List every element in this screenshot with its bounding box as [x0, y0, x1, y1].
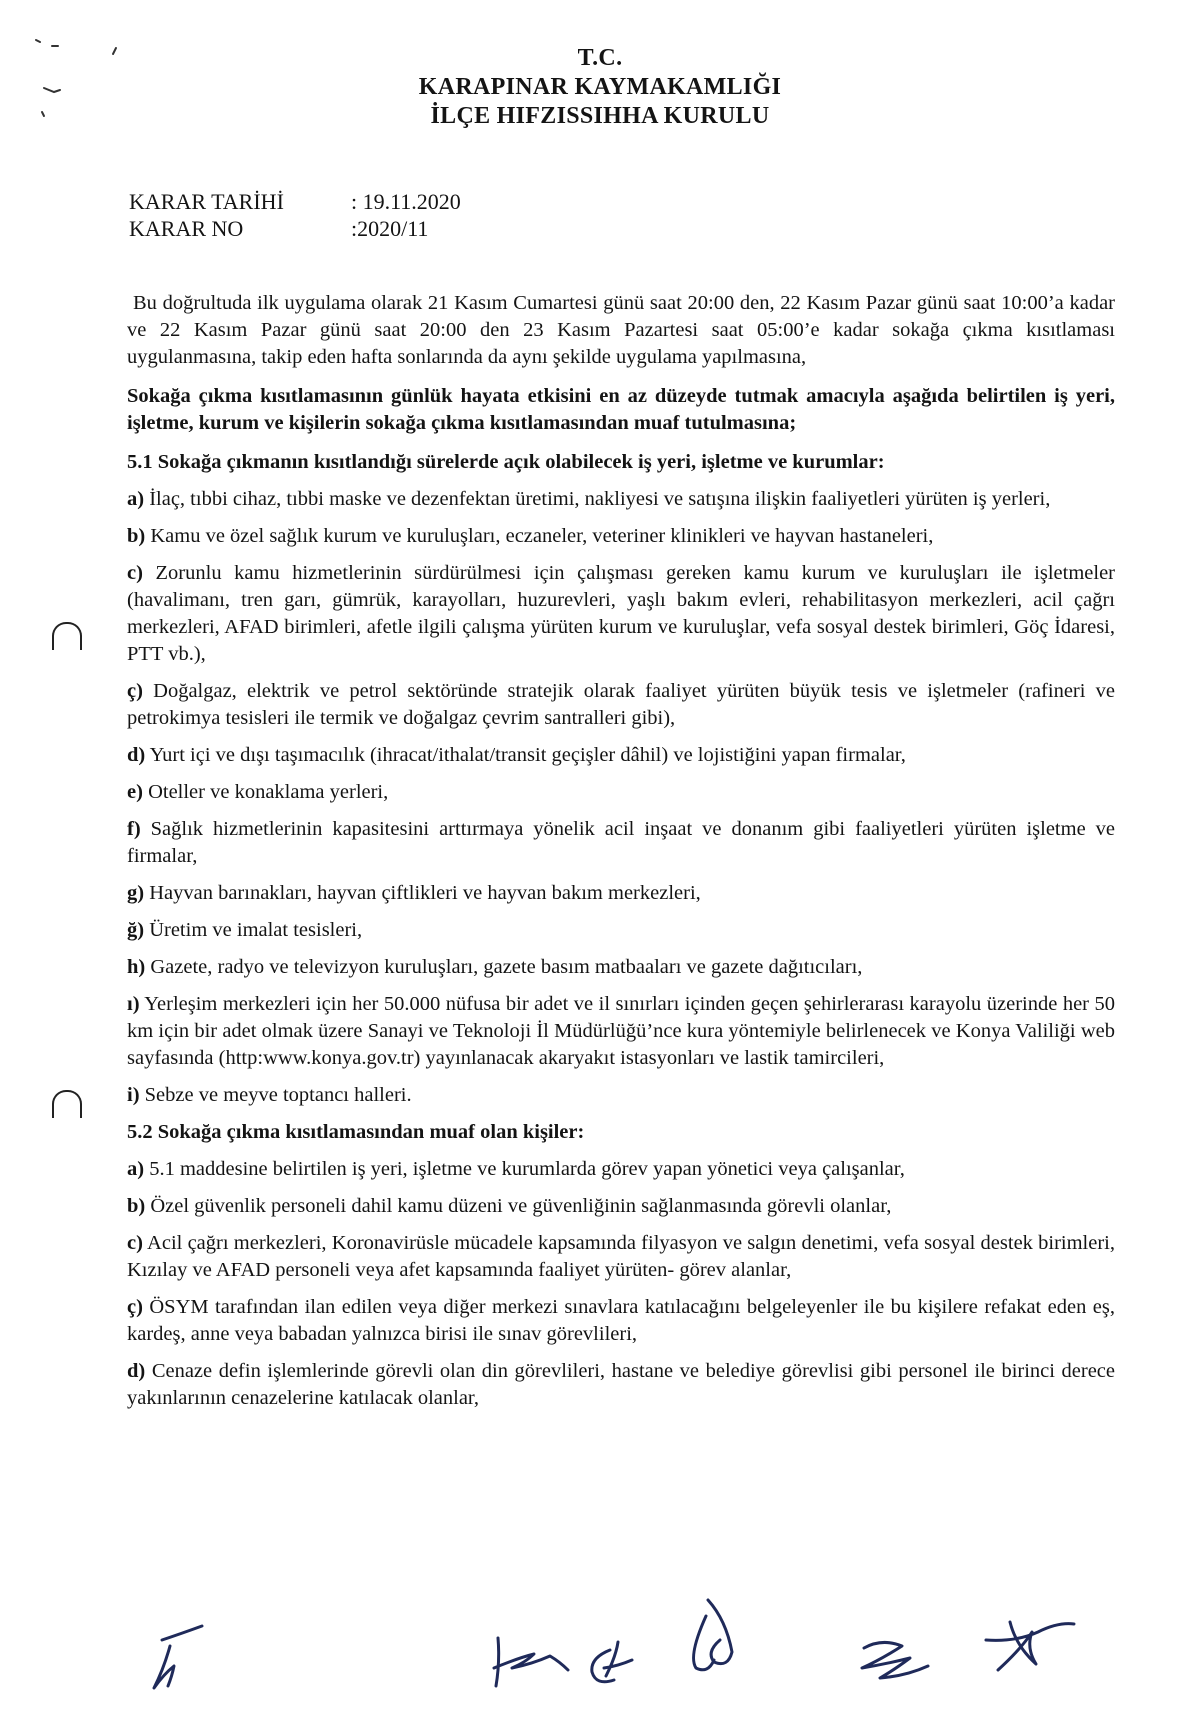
signature-6	[986, 1622, 1074, 1670]
item-text: Gazete, radyo ve televizyon kuruluşları, gazete basım matbaaları ve gazete dağıtıcıları,	[150, 956, 863, 978]
decision-date-label: KARAR TARİHİ	[129, 189, 284, 214]
section-5-1-heading: 5.1 Sokağa çıkmanın kısıtlandığı sürelerde açık olabilecek iş yeri, işletme ve kurumlar:	[127, 451, 885, 473]
item-letter: g)	[127, 882, 145, 904]
intro-paragraph: Bu doğrultuda ilk uygulama olarak 21 Kasım Cumartesi günü saat 20:00 den, 22 Kasım Pazar günü saat 10:00’a kadar ve 22 Kasım Pazar günü saat 20:00 den 23 Kasım Pazartesi saat 05:00’e kadar sokağa çıkma kısıtlaması uygulanmasına, takip eden hafta sonlarında da aynı şekilde uygulama yapılmasına,	[127, 292, 1115, 368]
item-letter: d)	[127, 1360, 146, 1382]
item-letter: ı)	[127, 993, 140, 1015]
item-letter: h)	[127, 956, 146, 978]
item-text: Zorunlu kamu hizmetlerinin sürdürülmesi için çalışması gereken kamu kurum ve kuruluşları ile işletmeler (havalimanı, tren garı, gümrük, karayolları, huzurevleri, yaşlı bakım evleri, rehabilitasyon merkezleri, acil çağrı merkezleri, AFAD birimleri, afetle ilgili çalışma yürüten kurum ve kuruluşlar, vefa sosyal destek birimleri, Göç İdaresi, PTT vb.),	[127, 562, 1115, 665]
item-letter: i)	[127, 1084, 140, 1106]
item-text: Acil çağrı merkezleri, Koronavirüsle mücadele kapsamında filyasyon ve salgın denetimi, vefa sosyal destek birimleri, Kızılay ve AFAD personeli veya afet kapsamında faaliyet yürüten- görev alanlar,	[127, 1232, 1116, 1281]
item-letter: c)	[127, 1232, 143, 1254]
item-text: Sağlık hizmetlerinin kapasitesini arttırmaya yönelik acil inşaat ve donanım gibi faaliyetleri yürüten işletme ve firmalar,	[127, 818, 1116, 867]
item-letter: a)	[127, 488, 145, 510]
item-letter: d)	[127, 744, 146, 766]
section-5-2-heading: 5.2 Sokağa çıkma kısıtlamasından muaf olan kişiler:	[127, 1121, 585, 1143]
item-text: Özel güvenlik personeli dahil kamu düzeni ve güvenliğinin sağlanmasında görevli olanlar,	[150, 1195, 892, 1217]
exemption-intro-paragraph: Sokağa çıkma kısıtlamasının günlük hayata etkisini en az düzeyde tutmak amacıyla aşağıda belirtilen iş yeri, işletme, kurum ve kişilerin sokağa çıkma kısıtlamasından muaf tutulmasına;	[127, 385, 1115, 434]
item-letter: a)	[127, 1158, 145, 1180]
decision-date-value: : 19.11.2020	[351, 189, 461, 214]
header-line-tc: T.C.	[577, 45, 623, 71]
header-line-kurul: İLÇE HIFZISSIHHA KURULU	[430, 103, 770, 129]
item-letter: ç)	[127, 680, 143, 702]
signature-5	[862, 1642, 928, 1678]
item-text: Yurt içi ve dışı taşımacılık (ihracat/ithalat/transit geçişler dâhil) ve lojistiğini yapan firmalar,	[149, 744, 906, 766]
header-line-kaymakamlik: KARAPINAR KAYMAKAMLIĞI	[418, 74, 782, 100]
item-text: Hayvan barınakları, hayvan çiftlikleri ve hayvan bakım merkezleri,	[149, 882, 701, 904]
item-text: Yerleşim merkezleri için her 50.000 nüfusa bir adet ve il sınırları içinden geçen şehirlerarası karayolu üzerinde her 50 km için bir adet olmak üzere Sanayi ve Teknoloji İl Müdürlüğü’nce kura yöntemiyle belirlenecek ve Konya Valiliği web sayfasında (http:www.konya.gov.tr) yayınlanacak akaryakıt istasyonları ve lastik tamircileri,	[127, 993, 1115, 1069]
scan-specks	[36, 40, 116, 116]
item-letter: b)	[127, 1195, 146, 1217]
item-letter: ç)	[127, 1296, 143, 1318]
item-text: Oteller ve konaklama yerleri,	[148, 781, 389, 803]
item-letter: f)	[127, 818, 141, 840]
item-letter: e)	[127, 781, 143, 803]
item-letter: b)	[127, 525, 146, 547]
signature-2	[494, 1638, 568, 1686]
item-text: Üretim ve imalat tesisleri,	[149, 919, 363, 941]
item-text: Kamu ve özel sağlık kurum ve kuruluşları, eczaneler, veteriner klinikleri ve hayvan hastaneleri,	[150, 525, 934, 547]
item-text: Doğalgaz, elektrik ve petrol sektöründe stratejik olarak faaliyet yürüten büyük tesis ve işletmeler (rafineri ve petrokimya tesisleri ile termik ve doğalgaz çevrim santralleri gibi),	[127, 680, 1115, 729]
signature-4	[694, 1600, 732, 1670]
item-letter: c)	[127, 562, 143, 584]
signature-1	[154, 1626, 202, 1688]
decision-number-value: :2020/11	[351, 216, 429, 241]
signature-3	[592, 1642, 632, 1682]
decision-number-label: KARAR NO	[129, 216, 244, 241]
item-text: ÖSYM tarafından ilan edilen veya diğer merkezi sınavlara katılacağını belgeleyenler ile bu kişilere refakat eden eş, kardeş, anne veya babadan yalnızca birisi ile sınav görevlileri,	[127, 1296, 1116, 1345]
item-letter: ğ)	[127, 919, 145, 941]
item-text: Sebze ve meyve toptancı halleri.	[144, 1084, 412, 1106]
item-text: Cenaze defin işlemlerinde görevli olan din görevlileri, hastane ve belediye görevlisi gibi personel ile birinci derece yakınlarının cenazelerine katılacak olanlar,	[127, 1360, 1115, 1409]
item-text: İlaç, tıbbi cihaz, tıbbi maske ve dezenfektan üretimi, nakliyesi ve satışına ilişkin faaliyetleri yürüten iş yerleri,	[149, 488, 1051, 510]
item-text: 5.1 maddesine belirtilen iş yeri, işletme ve kurumlarda görev yapan yönetici veya çalışanlar,	[149, 1158, 905, 1180]
